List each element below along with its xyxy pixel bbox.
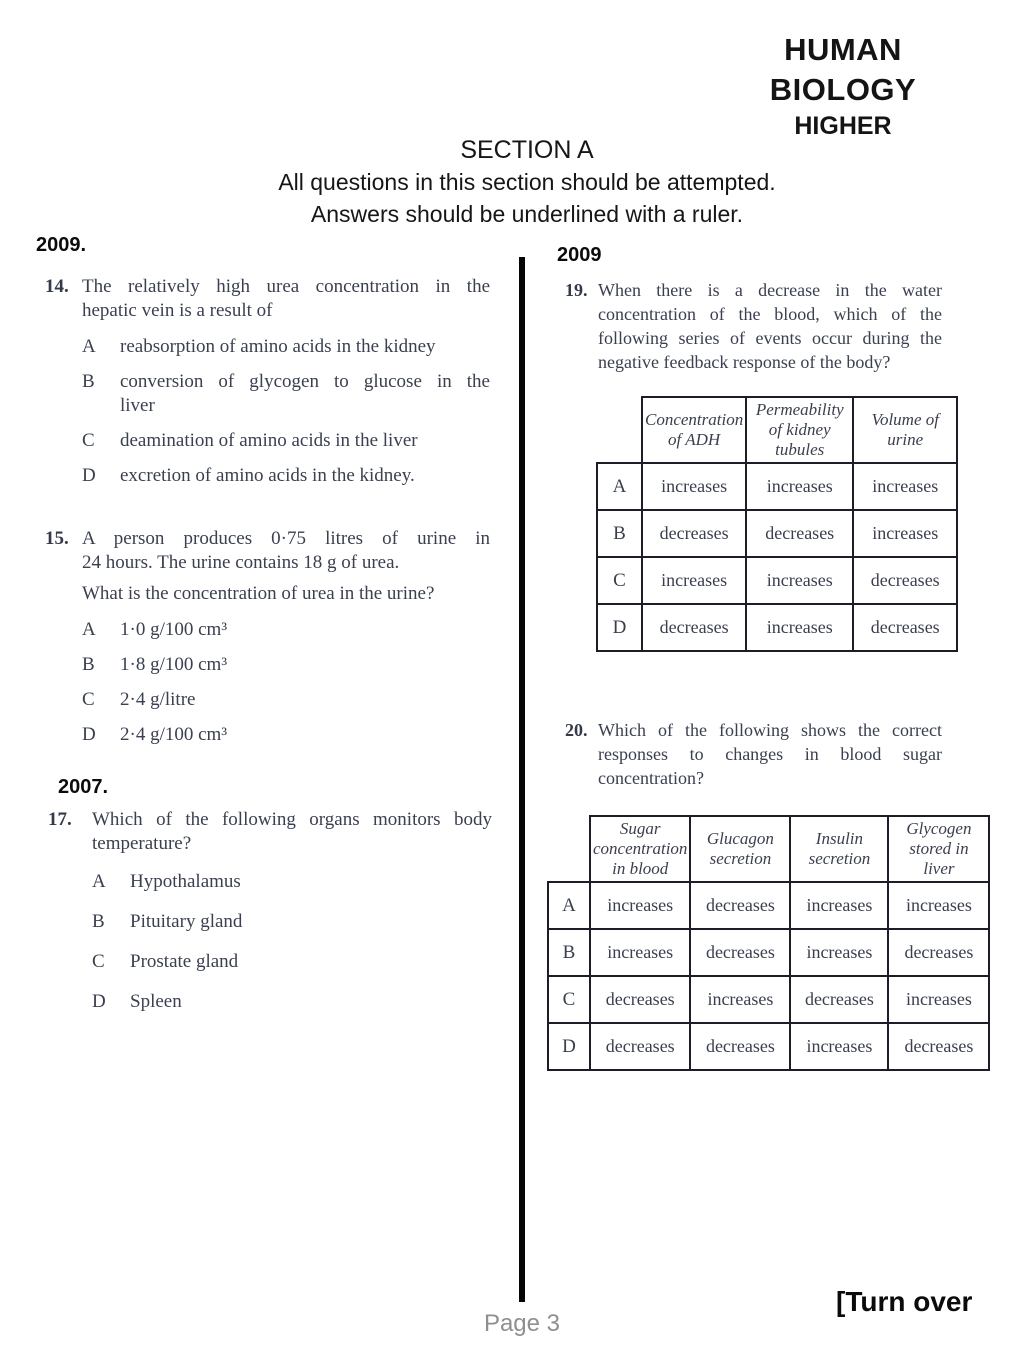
column-header-adh [642, 397, 746, 463]
option-letter: B [82, 371, 95, 392]
option-letter: C [82, 689, 95, 710]
question-number: 17. [48, 809, 72, 830]
option-text [120, 370, 490, 418]
option-letter: D [82, 724, 96, 745]
column-header-permeability [746, 397, 853, 463]
header-line: Insulin [815, 829, 864, 848]
option-line: 2·4 g/litre [120, 689, 196, 710]
table-cell: increases [746, 463, 853, 510]
stem-line: concentration? [598, 768, 704, 788]
option-row [82, 429, 490, 453]
stem-line: hepatic vein is a result of [82, 300, 273, 321]
header-line: of kidney [768, 420, 831, 439]
table-corner-blank [548, 816, 590, 882]
section-instruction-2: Answers should be underlined with a ruler. [310, 201, 744, 227]
table-cell: decreases [590, 976, 690, 1023]
table-cell: decreases [888, 1023, 989, 1070]
year-label-2007: 2007. [58, 776, 109, 798]
turn-over-label: [Turn over [836, 1286, 973, 1317]
header-line: tubules [775, 440, 825, 459]
column-header-glycogen [888, 816, 989, 882]
option-row [82, 723, 490, 747]
option-line: conversion of glycogen to glucose in the [120, 371, 490, 392]
table-cell: decreases [690, 1023, 790, 1070]
question-number: 19. [565, 280, 588, 300]
stem-line: 24 hours. The urine contains 18 g of urea. [82, 552, 400, 573]
stem-line: temperature? [92, 833, 192, 854]
document-title: HUMAN BIOLOGY [769, 32, 917, 107]
table-row [548, 1023, 989, 1070]
option-line: reabsorption of amino acids in the kidney [120, 336, 436, 357]
option-line: excretion of amino acids in the kidney. [120, 465, 415, 486]
table-cell: increases [853, 463, 957, 510]
stem-line: A person produces 0·75 litres of urine in [82, 528, 490, 549]
option-text [130, 910, 492, 934]
question-number: 20. [565, 720, 588, 740]
stem-line: Which of the following organs monitors body [92, 809, 492, 830]
question-stem [598, 718, 942, 790]
question-stem [82, 275, 490, 323]
question-prompt: What is the concentration of urea in the urine? [82, 583, 435, 604]
option-text [120, 688, 490, 712]
page-number: Page 3 [483, 1310, 561, 1337]
year-label-2009-left: 2009. [36, 234, 87, 256]
table-cell: increases [853, 510, 957, 557]
stem-line: responses to changes in blood sugar [598, 744, 942, 764]
option-letter: A [82, 619, 96, 640]
table-cell: decreases [642, 604, 746, 651]
option-letter: B [82, 654, 95, 675]
table-row [548, 882, 989, 929]
option-row [82, 618, 490, 642]
option-line: 1·0 g/100 cm³ [120, 619, 228, 640]
option-letter: C [92, 951, 105, 972]
row-letter: A [548, 882, 590, 929]
option-line: deamination of amino acids in the liver [120, 430, 418, 451]
column-header-glucagon [690, 816, 790, 882]
option-line: Pituitary gland [130, 911, 243, 932]
table-corner-blank [597, 397, 642, 463]
table-row [597, 463, 957, 510]
header-line: Concentration [645, 410, 744, 429]
option-line: 2·4 g/100 cm³ [120, 724, 228, 745]
option-text [120, 464, 490, 488]
table-cell: decreases [690, 929, 790, 976]
option-letter: B [92, 911, 105, 932]
table-cell: increases [642, 463, 746, 510]
header-line: Sugar [619, 819, 661, 838]
header-line: concentration [593, 839, 688, 858]
options-list [92, 870, 492, 1014]
option-row [92, 910, 492, 934]
option-row [92, 990, 492, 1014]
header-line: stored in [909, 839, 969, 858]
table-row [597, 510, 957, 557]
question-19 [565, 278, 942, 374]
table-row [597, 557, 957, 604]
header-line: secretion [808, 849, 871, 868]
table-cell: decreases [888, 929, 989, 976]
document-subtitle: HIGHER [794, 112, 892, 140]
option-line: 1·8 g/100 cm³ [120, 654, 228, 675]
question-20 [565, 718, 942, 790]
header-line: Volume of [871, 410, 939, 429]
table-cell: decreases [853, 604, 957, 651]
header-line: in blood [612, 859, 669, 878]
row-letter: B [597, 510, 642, 557]
table-cell: increases [790, 929, 888, 976]
q20-table [547, 815, 990, 1071]
stem-line: The relatively high urea concentration in the [82, 276, 490, 297]
column-header-sugar [590, 816, 690, 882]
row-letter: D [548, 1023, 590, 1070]
table-cell: decreases [690, 882, 790, 929]
option-text [130, 950, 492, 974]
section-instruction-1: All questions in this section should be attempted. [278, 169, 776, 195]
header-line: Permeability [755, 400, 844, 419]
row-letter: B [548, 929, 590, 976]
column-header-urine-volume [853, 397, 957, 463]
option-text [130, 990, 492, 1014]
section-title: SECTION A [460, 136, 594, 164]
header-line: Glucagon [706, 829, 774, 848]
question-stem [92, 808, 492, 856]
header-line: secretion [709, 849, 772, 868]
year-label-2009-right: 2009 [557, 244, 602, 266]
header-line: urine [887, 430, 924, 449]
table-cell: increases [790, 882, 888, 929]
table-cell: decreases [746, 510, 853, 557]
option-row [92, 870, 492, 894]
table-cell: increases [790, 1023, 888, 1070]
stem-line: following series of events occur during the [598, 328, 942, 348]
question-15 [45, 527, 490, 747]
option-text [120, 653, 490, 677]
row-letter: C [548, 976, 590, 1023]
table-cell: increases [746, 557, 853, 604]
option-line: Prostate gland [130, 951, 239, 972]
option-letter: C [82, 430, 95, 451]
header-line: liver [923, 859, 955, 878]
option-line: liver [120, 395, 155, 416]
question-stem [598, 278, 942, 374]
option-row [82, 464, 490, 488]
option-row [82, 653, 490, 677]
stem-line: Which of the following shows the correct [598, 720, 942, 740]
option-row [82, 335, 490, 359]
stem-line: negative feedback response of the body? [598, 352, 891, 372]
question-14 [45, 275, 490, 488]
question-stem [82, 527, 490, 575]
document-header [716, 30, 970, 142]
table-cell: increases [590, 882, 690, 929]
option-row [92, 950, 492, 974]
option-row [82, 370, 490, 418]
row-letter: D [597, 604, 642, 651]
table-row [548, 976, 989, 1023]
option-letter: D [92, 991, 106, 1012]
table-row [597, 604, 957, 651]
column-divider [519, 257, 525, 1302]
option-letter: A [82, 336, 96, 357]
q19-table [596, 396, 958, 652]
header-line: Glycogen [906, 819, 972, 838]
option-line: Hypothalamus [130, 871, 241, 892]
option-row [82, 688, 490, 712]
question-number: 14. [45, 276, 69, 297]
option-text [120, 429, 490, 453]
options-list [82, 618, 490, 747]
option-text [120, 335, 490, 359]
row-letter: C [597, 557, 642, 604]
table-cell: decreases [790, 976, 888, 1023]
table-cell: increases [642, 557, 746, 604]
question-number: 15. [45, 528, 69, 549]
row-letter: A [597, 463, 642, 510]
stem-line: When there is a decrease in the water [598, 280, 942, 300]
stem-line: concentration of the blood, which of the [598, 304, 942, 324]
table-cell: decreases [853, 557, 957, 604]
option-letter: A [92, 871, 106, 892]
header-line: of ADH [668, 430, 721, 449]
table-cell: increases [746, 604, 853, 651]
option-text [130, 870, 492, 894]
table-cell: decreases [642, 510, 746, 557]
table-cell: increases [690, 976, 790, 1023]
section-header [30, 134, 1024, 230]
table-cell: increases [888, 882, 989, 929]
option-text [120, 618, 490, 642]
option-line: Spleen [130, 991, 182, 1012]
option-letter: D [82, 465, 96, 486]
option-text [120, 723, 490, 747]
table-cell: increases [888, 976, 989, 1023]
table-cell: decreases [590, 1023, 690, 1070]
column-header-insulin [790, 816, 888, 882]
table-cell: increases [590, 929, 690, 976]
options-list [82, 335, 490, 488]
question-17 [48, 808, 492, 1014]
table-row [548, 929, 989, 976]
